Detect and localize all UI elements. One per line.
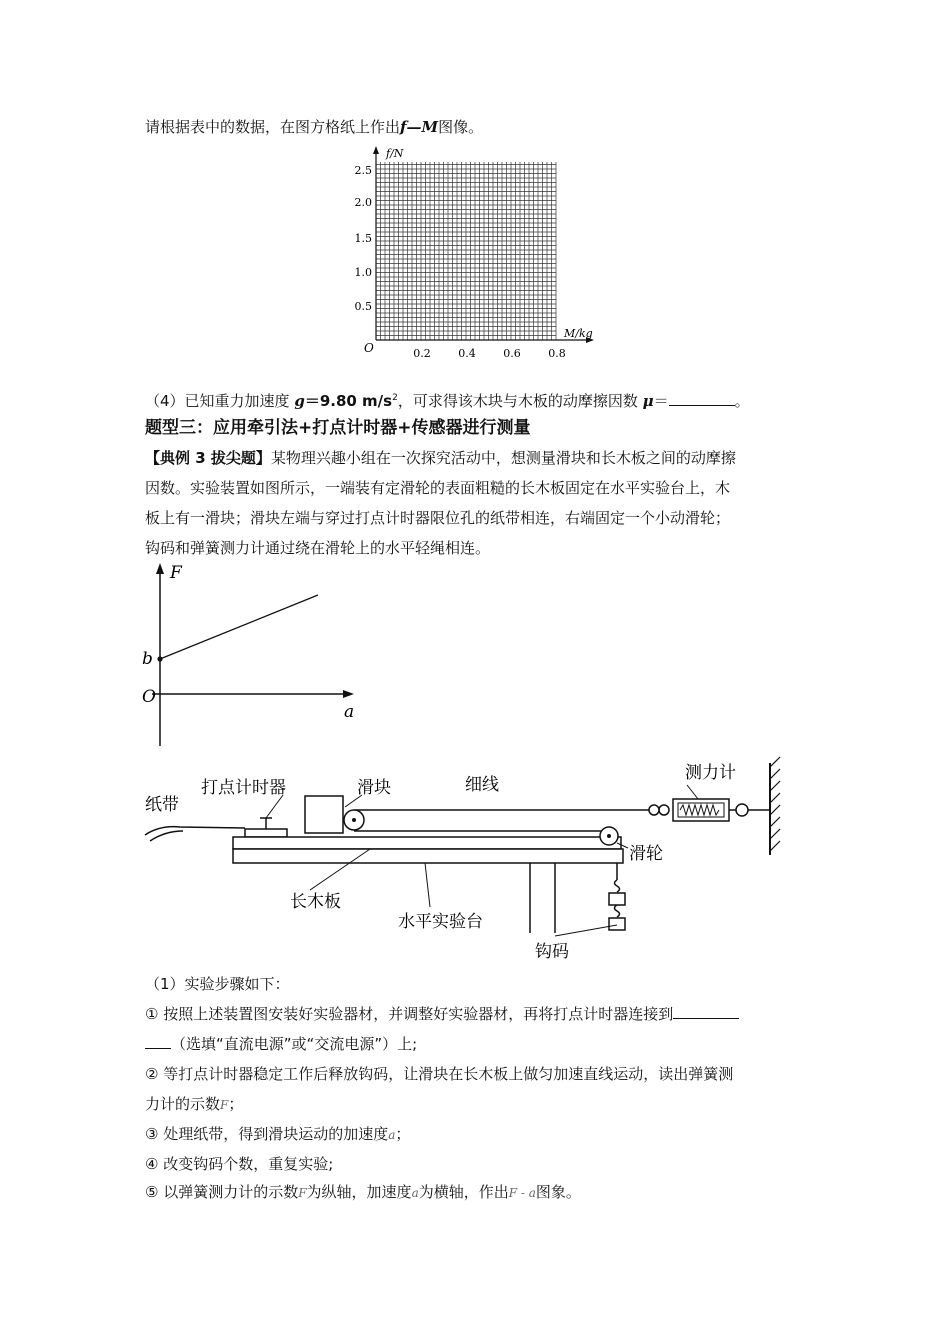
example-line-2: 因数。实验装置如图所示，一端装有定滑轮的表面粗糙的长木板固定在水平实验台上，木: [145, 479, 731, 497]
timer-device: [245, 818, 287, 837]
x-tick-label: 0.8: [548, 347, 566, 360]
q4-g-value: ＝9.80 m/s: [304, 392, 393, 410]
grid-chart: [340, 140, 610, 365]
step-3-end: ；: [395, 1125, 411, 1143]
q4-mu-variable: μ: [642, 392, 654, 410]
y-axis-arrow: [373, 146, 379, 154]
question-4: [145, 388, 805, 411]
step-3: [145, 1124, 805, 1145]
paper-tape-label: 纸带: [145, 795, 179, 815]
a-axis-label: a: [344, 702, 355, 722]
slider-block: [305, 796, 343, 833]
intro-text-pre: 请根据表中的数据，在图方格纸上作出: [145, 118, 401, 136]
step-5-text-a: ⑤ 以弹簧测力计的示数: [145, 1183, 299, 1201]
step-2-line-2: [145, 1094, 805, 1115]
force-meter-label: 测力计: [685, 763, 736, 783]
q4-text-end: 。: [734, 392, 750, 410]
q4-g-exponent: 2: [392, 393, 398, 403]
example-tag: 【典例 3 拔尖题】: [145, 449, 271, 467]
step-5-text-d: 图象。: [535, 1183, 581, 1201]
step-1-answer-blank[interactable]: [673, 1004, 739, 1019]
slider-label: 滑块: [357, 778, 391, 798]
step-1-line-2: [145, 1034, 805, 1054]
step-2-end: ；: [228, 1095, 244, 1113]
table-label: 水平实验台: [398, 912, 483, 932]
x-tick-label: 0.6: [503, 347, 521, 360]
example-line-3: 板上有一滑块；滑块左端与穿过打点计时器限位孔的纸带相连，右端固定一个小动滑轮；: [145, 509, 731, 527]
example-line-4: 钩码和弹簧测力计通过绕在滑轮上的水平轻绳相连。: [145, 539, 491, 557]
example-text-1: 某物理兴趣小组在一次探究活动中，想测量滑块和长木板之间的动摩擦: [270, 449, 736, 467]
y-axis-label: f/N: [386, 147, 404, 160]
y-tick-label: 1.0: [354, 266, 372, 279]
timer-label: 打点计时器: [201, 778, 286, 798]
step-5-text-b: 为纵轴，加速度: [306, 1183, 412, 1201]
y-tick-label: 2.5: [354, 164, 372, 177]
q4-g-variable: g: [294, 392, 305, 410]
q4-answer-blank[interactable]: [669, 391, 735, 406]
step-2-variable: F: [220, 1098, 229, 1112]
intercept-label: b: [142, 649, 153, 669]
graph-line: [160, 595, 318, 659]
step-2-line-1: ② 等打点计时器稳定工作后释放钩码，让滑块在长木板上做匀加速直线运动，读出弹簧测: [145, 1065, 734, 1083]
x-axis-label: M/kg: [564, 327, 593, 340]
step-3-variable: a: [388, 1128, 396, 1142]
grid-lines: [376, 162, 556, 340]
q4-text-pre: （4）已知重力加速度: [145, 392, 295, 410]
y-tick-label: 0.5: [354, 300, 372, 313]
step-1-answer-blank-cont[interactable]: [145, 1034, 171, 1049]
intro-variable: f—M: [400, 118, 439, 136]
step-2-text: 力计的示数: [145, 1095, 221, 1113]
origin-label: O: [364, 341, 374, 355]
step-5-variable-a: a: [411, 1186, 419, 1200]
wall-hatching: [770, 757, 780, 851]
step-5: [145, 1182, 805, 1203]
intro-line: [145, 117, 805, 137]
y-tick-label: 2.0: [354, 196, 372, 209]
board-label: 长木板: [290, 892, 341, 912]
a-axis-arrow: [343, 690, 354, 698]
paper-tape: [145, 827, 245, 835]
intercept-point: [157, 656, 162, 661]
x-tick-label: 0.4: [458, 347, 476, 360]
f-axis-label: F: [170, 563, 182, 583]
hanging-weights: [609, 880, 625, 930]
step-1-line-1: [145, 1004, 805, 1024]
q4-equals: ＝: [653, 392, 669, 410]
origin-label: O: [142, 687, 156, 707]
steps-title: （1）实验步骤如下：: [145, 975, 290, 993]
force-meter: [649, 799, 770, 821]
step-5-text-c: 为横轴，作出: [418, 1183, 509, 1201]
x-tick-label: 0.2: [413, 347, 431, 360]
step-1-text: ① 按照上述装置图安装好实验器材，并调整好实验器材，再将打点计时器连接到: [145, 1005, 674, 1023]
step-1-text-cont: （选填“直流电源”或“交流电源”）上;: [171, 1035, 418, 1053]
step-5-variable-fa: F - a: [508, 1186, 536, 1200]
f-axis-arrow: [156, 563, 164, 574]
apparatus-diagram: [135, 755, 785, 970]
pulley-label: 滑轮: [629, 844, 663, 864]
y-tick-label: 1.5: [354, 232, 372, 245]
step-3-text: ③ 处理纸带，得到滑块运动的加速度: [145, 1125, 389, 1143]
section-title: 题型三：应用牵引法+打点计时器+传感器进行测量: [145, 418, 531, 438]
intro-text-post: 图像。: [438, 118, 484, 136]
long-board: [233, 837, 621, 849]
weights-label: 钩码: [535, 942, 569, 962]
step-4: ④ 改变钩码个数，重复实验;: [145, 1155, 334, 1173]
thread-label: 细线: [465, 775, 499, 795]
example-line-1: [145, 448, 805, 468]
force-acceleration-graph: [130, 560, 370, 755]
q4-text-mid: ，可求得该木块与木板的动摩擦因数: [397, 392, 643, 410]
step-5-variable-f: F: [298, 1186, 307, 1200]
